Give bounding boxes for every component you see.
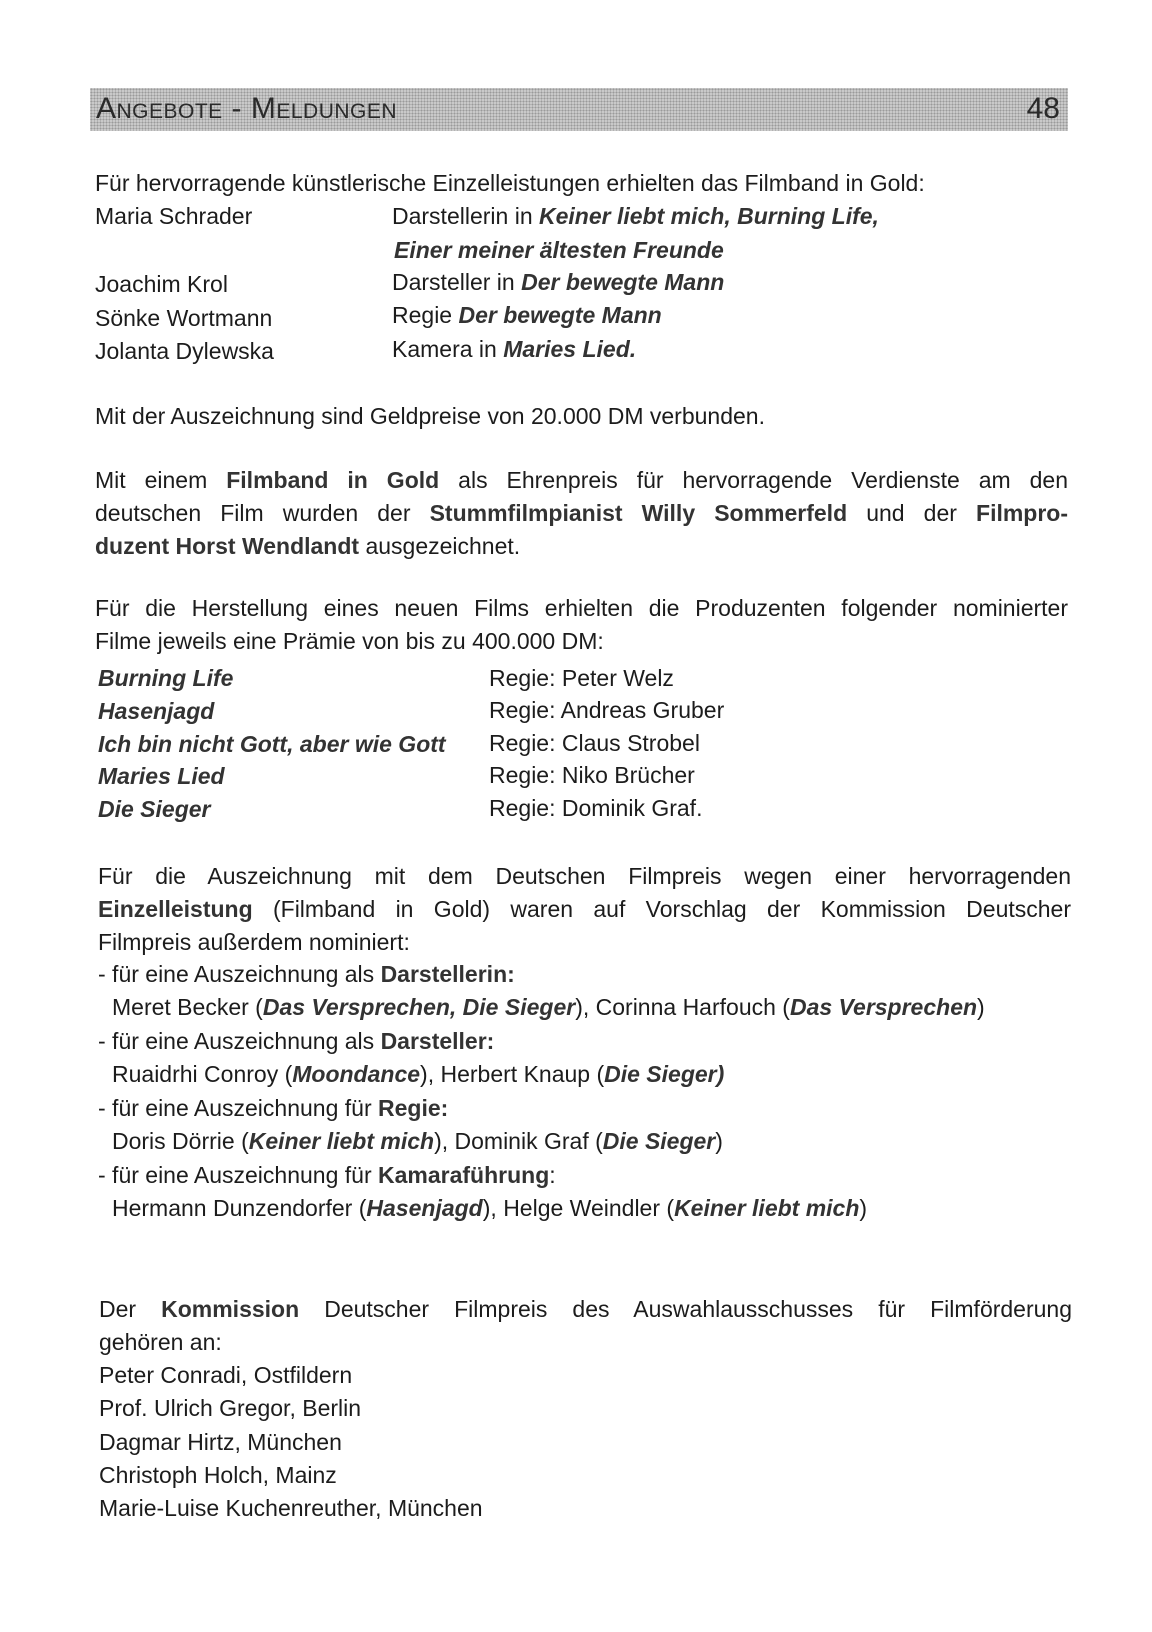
production-intro: Für die Herstellung eines neuen Films erhielten die Produzenten folgender nominierter Filme jeweils eine Prämie von bis zu 400.000 DM: — [95, 595, 1068, 654]
award-detail-cont: Einer meiner ältesten Freunde — [394, 237, 724, 263]
award-name: Sönke Wortmann — [95, 305, 273, 331]
gold-intro: Für hervorragende künstlerische Einzelleistungen erhielten das Filmband in Gold: — [95, 170, 925, 196]
award-detail: Darstellerin in Keiner liebt mich, Burning Life, — [392, 203, 879, 229]
section-title: Angebote - Meldungen — [96, 92, 398, 125]
film-director: Regie: Dominik Graf. — [489, 795, 703, 821]
film-director: Regie: Andreas Gruber — [489, 697, 725, 723]
award-detail: Regie Der bewegte Mann — [392, 302, 662, 328]
prize-note: Mit der Auszeichnung sind Geldpreise von 20.000 DM verbunden. — [95, 403, 765, 429]
commission-member: Marie-Luise Kuchenreuther, München — [99, 1495, 483, 1521]
award-name: Maria Schrader — [95, 203, 253, 229]
nomination-entries: Ruaidrhi Conroy (Moondance), Herbert Knaup (Die Sieger) — [112, 1061, 725, 1087]
nomination-entries: Doris Dörrie (Keiner liebt mich), Dominik Graf (Die Sieger) — [112, 1128, 723, 1154]
nominations-intro: Für die Auszeichnung mit dem Deutschen Filmpreis wegen einer hervorragenden Einzelleistung (Filmband in Gold) waren auf Vorschlag der Kommission Deutscher Filmpreis außerdem nominiert: — [98, 863, 1072, 955]
film-title: Maries Lied — [98, 763, 225, 789]
nomination-category: - für eine Auszeichnung für Regie: — [98, 1095, 449, 1121]
film-director: Regie: Claus Strobel — [489, 730, 700, 756]
page-number: 48 — [1026, 92, 1060, 125]
award-name: Jolanta Dylewska — [95, 338, 274, 364]
award-name: Joachim Krol — [95, 271, 228, 297]
commission-intro: Der Kommission Deutscher Filmpreis des Auswahlausschusses für Filmförderung gehören an: — [99, 1296, 1073, 1355]
film-title: Burning Life — [98, 665, 234, 691]
nomination-entries: Hermann Dunzendorfer (Hasenjagd), Helge Weindler (Keiner liebt mich) — [112, 1195, 868, 1221]
award-detail: Darsteller in Der bewegte Mann — [392, 269, 725, 295]
commission-member: Peter Conradi, Ostfildern — [99, 1362, 353, 1388]
commission-member: Christoph Holch, Mainz — [99, 1462, 337, 1488]
film-director: Regie: Niko Brücher — [489, 762, 695, 788]
film-title: Hasenjagd — [98, 698, 215, 724]
nomination-entries: Meret Becker (Das Versprechen, Die Sieger), Corinna Harfouch (Das Versprechen) — [112, 994, 985, 1020]
honor-paragraph: Mit einem Filmband in Gold als Ehrenpreis für hervorragende Verdienste am den deutschen Film wurden der Stummfilmpianist Willy Sommerfeld und der Filmpro- duzent Horst Wendlandt ausgezeichnet. — [95, 467, 1069, 559]
nomination-category: - für eine Auszeichnung für Kamaraführung: — [98, 1162, 556, 1188]
film-title: Die Sieger — [98, 796, 211, 822]
nomination-category: - für eine Auszeichnung als Darstellerin: — [98, 961, 515, 987]
page-header — [90, 88, 1068, 131]
nomination-category: - für eine Auszeichnung als Darsteller: — [98, 1028, 495, 1054]
film-director: Regie: Peter Welz — [489, 665, 674, 691]
commission-member: Dagmar Hirtz, München — [99, 1429, 342, 1455]
film-title: Ich bin nicht Gott, aber wie Gott — [98, 731, 446, 757]
commission-member: Prof. Ulrich Gregor, Berlin — [99, 1395, 362, 1421]
award-detail: Kamera in Maries Lied. — [392, 336, 637, 362]
